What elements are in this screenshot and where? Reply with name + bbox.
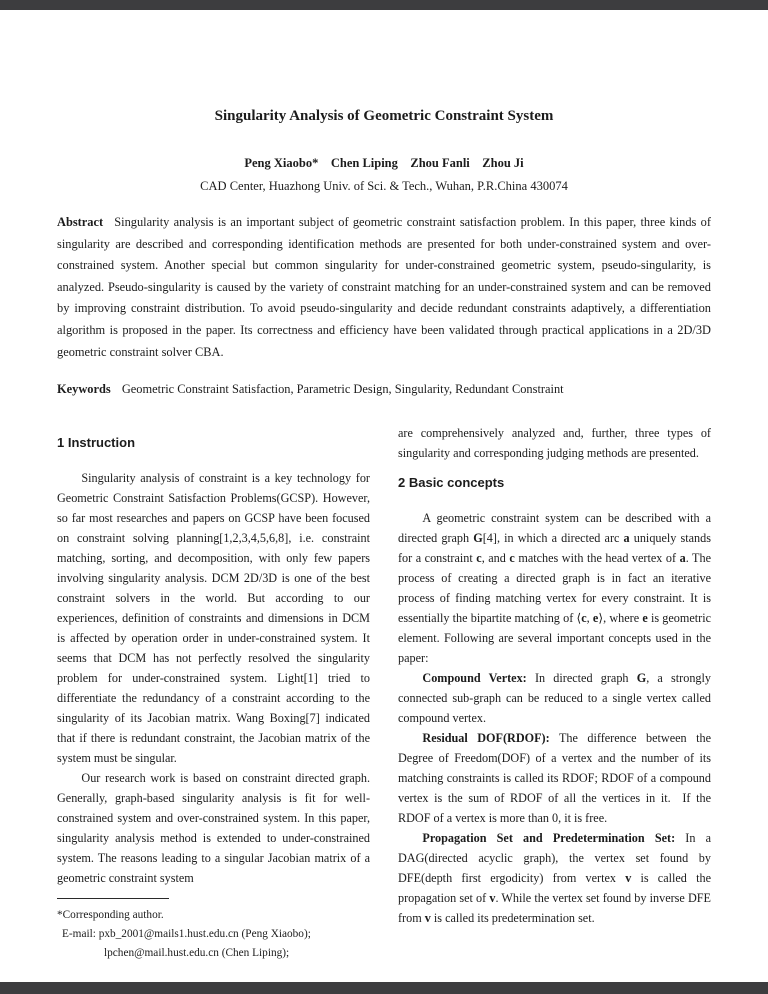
right-column — [398, 423, 711, 963]
paper-content — [57, 0, 711, 963]
continuation-paragraph: are comprehensively analyzed and, further, three types of singularity and corresponding judging methods are presented. — [398, 426, 711, 461]
two-column-body — [57, 423, 711, 963]
abstract-text: Singularity analysis is an important subject of geometric constraint satisfaction problem. In this paper, three kinds of singularity are described and corresponding identification methods are presented for both under-constrained system and over-constrained system. Another special but common singularity for under-constrained geometric system, pseudo-singularity, is analyzed. Pseudo-singularity is caused by the variety of constraint matching for an under-constrained system and can be removed by improving constraint distribution. To avoid pseudo-singularity and decide redundant constraints adaptively, a differentiation algorithm is proposed in the paper. Its correctness and efficiency have been validated through practical applications in a 2D/3D geometric constraint solver CBA. — [57, 215, 711, 359]
intro-paragraph-2: Our research work is based on constraint directed graph. Generally, graph-based singularity analysis is fit for well-constrained system and over-constrained system. In this paper, singularity analysis method is extended to under-constrained system. The reasons leading to a singular Jacobian matrix of a geometric constraint system — [57, 771, 370, 886]
footnote-rule — [57, 898, 169, 899]
affiliation-line: CAD Center, Huazhong Univ. of Sci. & Tech., Wuhan, P.R.China 430074 — [200, 179, 568, 193]
footnote-corresponding-author: *Corresponding author. — [57, 909, 164, 922]
paper-title: Singularity Analysis of Geometric Constraint System — [214, 108, 554, 124]
bottom-edge-bar — [0, 982, 768, 994]
propagation-set-paragraph: Propagation Set and Predetermination Set: In a DAG(directed acyclic graph), the vertex set found by DFE(depth first ergodicity) from vertex v is called the propagation set of v. While the vertex set found by inverse DFE from v is called its predetermination set. — [398, 831, 712, 926]
footnote-email-1: E-mail: pxb_2001@mails1.hust.edu.cn (Peng Xiaobo); — [62, 928, 311, 941]
directed-graph-paragraph: A geometric constraint system can be described with a directed graph G[4], in which a directed arc a uniquely stands for a constraint c, and c matches with the head vertex of a. The process of creating a directed graph is in fact an iterative process of finding matching vertex for every constraint. It is essentially the bipartite matching of ⟨c, e⟩, where e is geometric element. Following are several important concepts used in the paper: — [398, 511, 711, 666]
abstract-label: Abstract — [57, 215, 104, 229]
compound-vertex-paragraph: Compound Vertex: In directed graph G, a strongly connected sub-graph can be reduced to a single vertex called compound vertex. — [398, 671, 711, 726]
left-column — [57, 423, 370, 963]
keywords-text: Geometric Constraint Satisfaction, Parametric Design, Singularity, Redundant Constraint — [121, 382, 564, 397]
abstract-paragraph — [57, 212, 711, 363]
footnote-block — [57, 898, 370, 963]
section-2-heading: 2 Basic concepts — [398, 475, 505, 491]
intro-paragraph-1: Singularity analysis of constraint is a key technology for Geometric Constraint Satisfaction Problems(GCSP). However, so far most researches and papers on GCSP have been focused on constraint solving planning[1,2,3,4,5,6,8], i.e. constraint matching, sorting, and decomposition, with only few papers involving singularity analysis. DCM 2D/3D is one of the best constraint solvers in the world. But according to our experiences, definition of constraints and dimensions in DCM is affected by operation order in under-constrained system. It seems that DCM has not perfectly resolved the singularity problem for under-constrained system. Light[1] tried to differentiate the redundancy of a constraint according to the singularity of its Jacobian matrix. Wang Boxing[7] indicated that if there is redundant constraint, the Jacobian matrix of the system must be singular. — [57, 471, 370, 766]
keywords-paragraph — [57, 379, 711, 399]
keywords-label: Keywords — [57, 382, 111, 397]
footnote-email-2: lpchen@mail.hust.edu.cn (Chen Liping); — [104, 947, 290, 960]
section-1-heading: 1 Instruction — [57, 435, 136, 451]
authors-line: Peng Xiaobo* Chen Liping Zhou Fanli Zhou Ji — [244, 156, 524, 170]
residual-dof-paragraph: Residual DOF(RDOF): The difference between the Degree of Freedom(DOF) of a vertex and the number of its matching constraints is called its RDOF; RDOF of a compound vertex is the sum of RDOF of all the vertices in it. If the RDOF of a vertex is more than 0, it is free. — [398, 731, 711, 826]
